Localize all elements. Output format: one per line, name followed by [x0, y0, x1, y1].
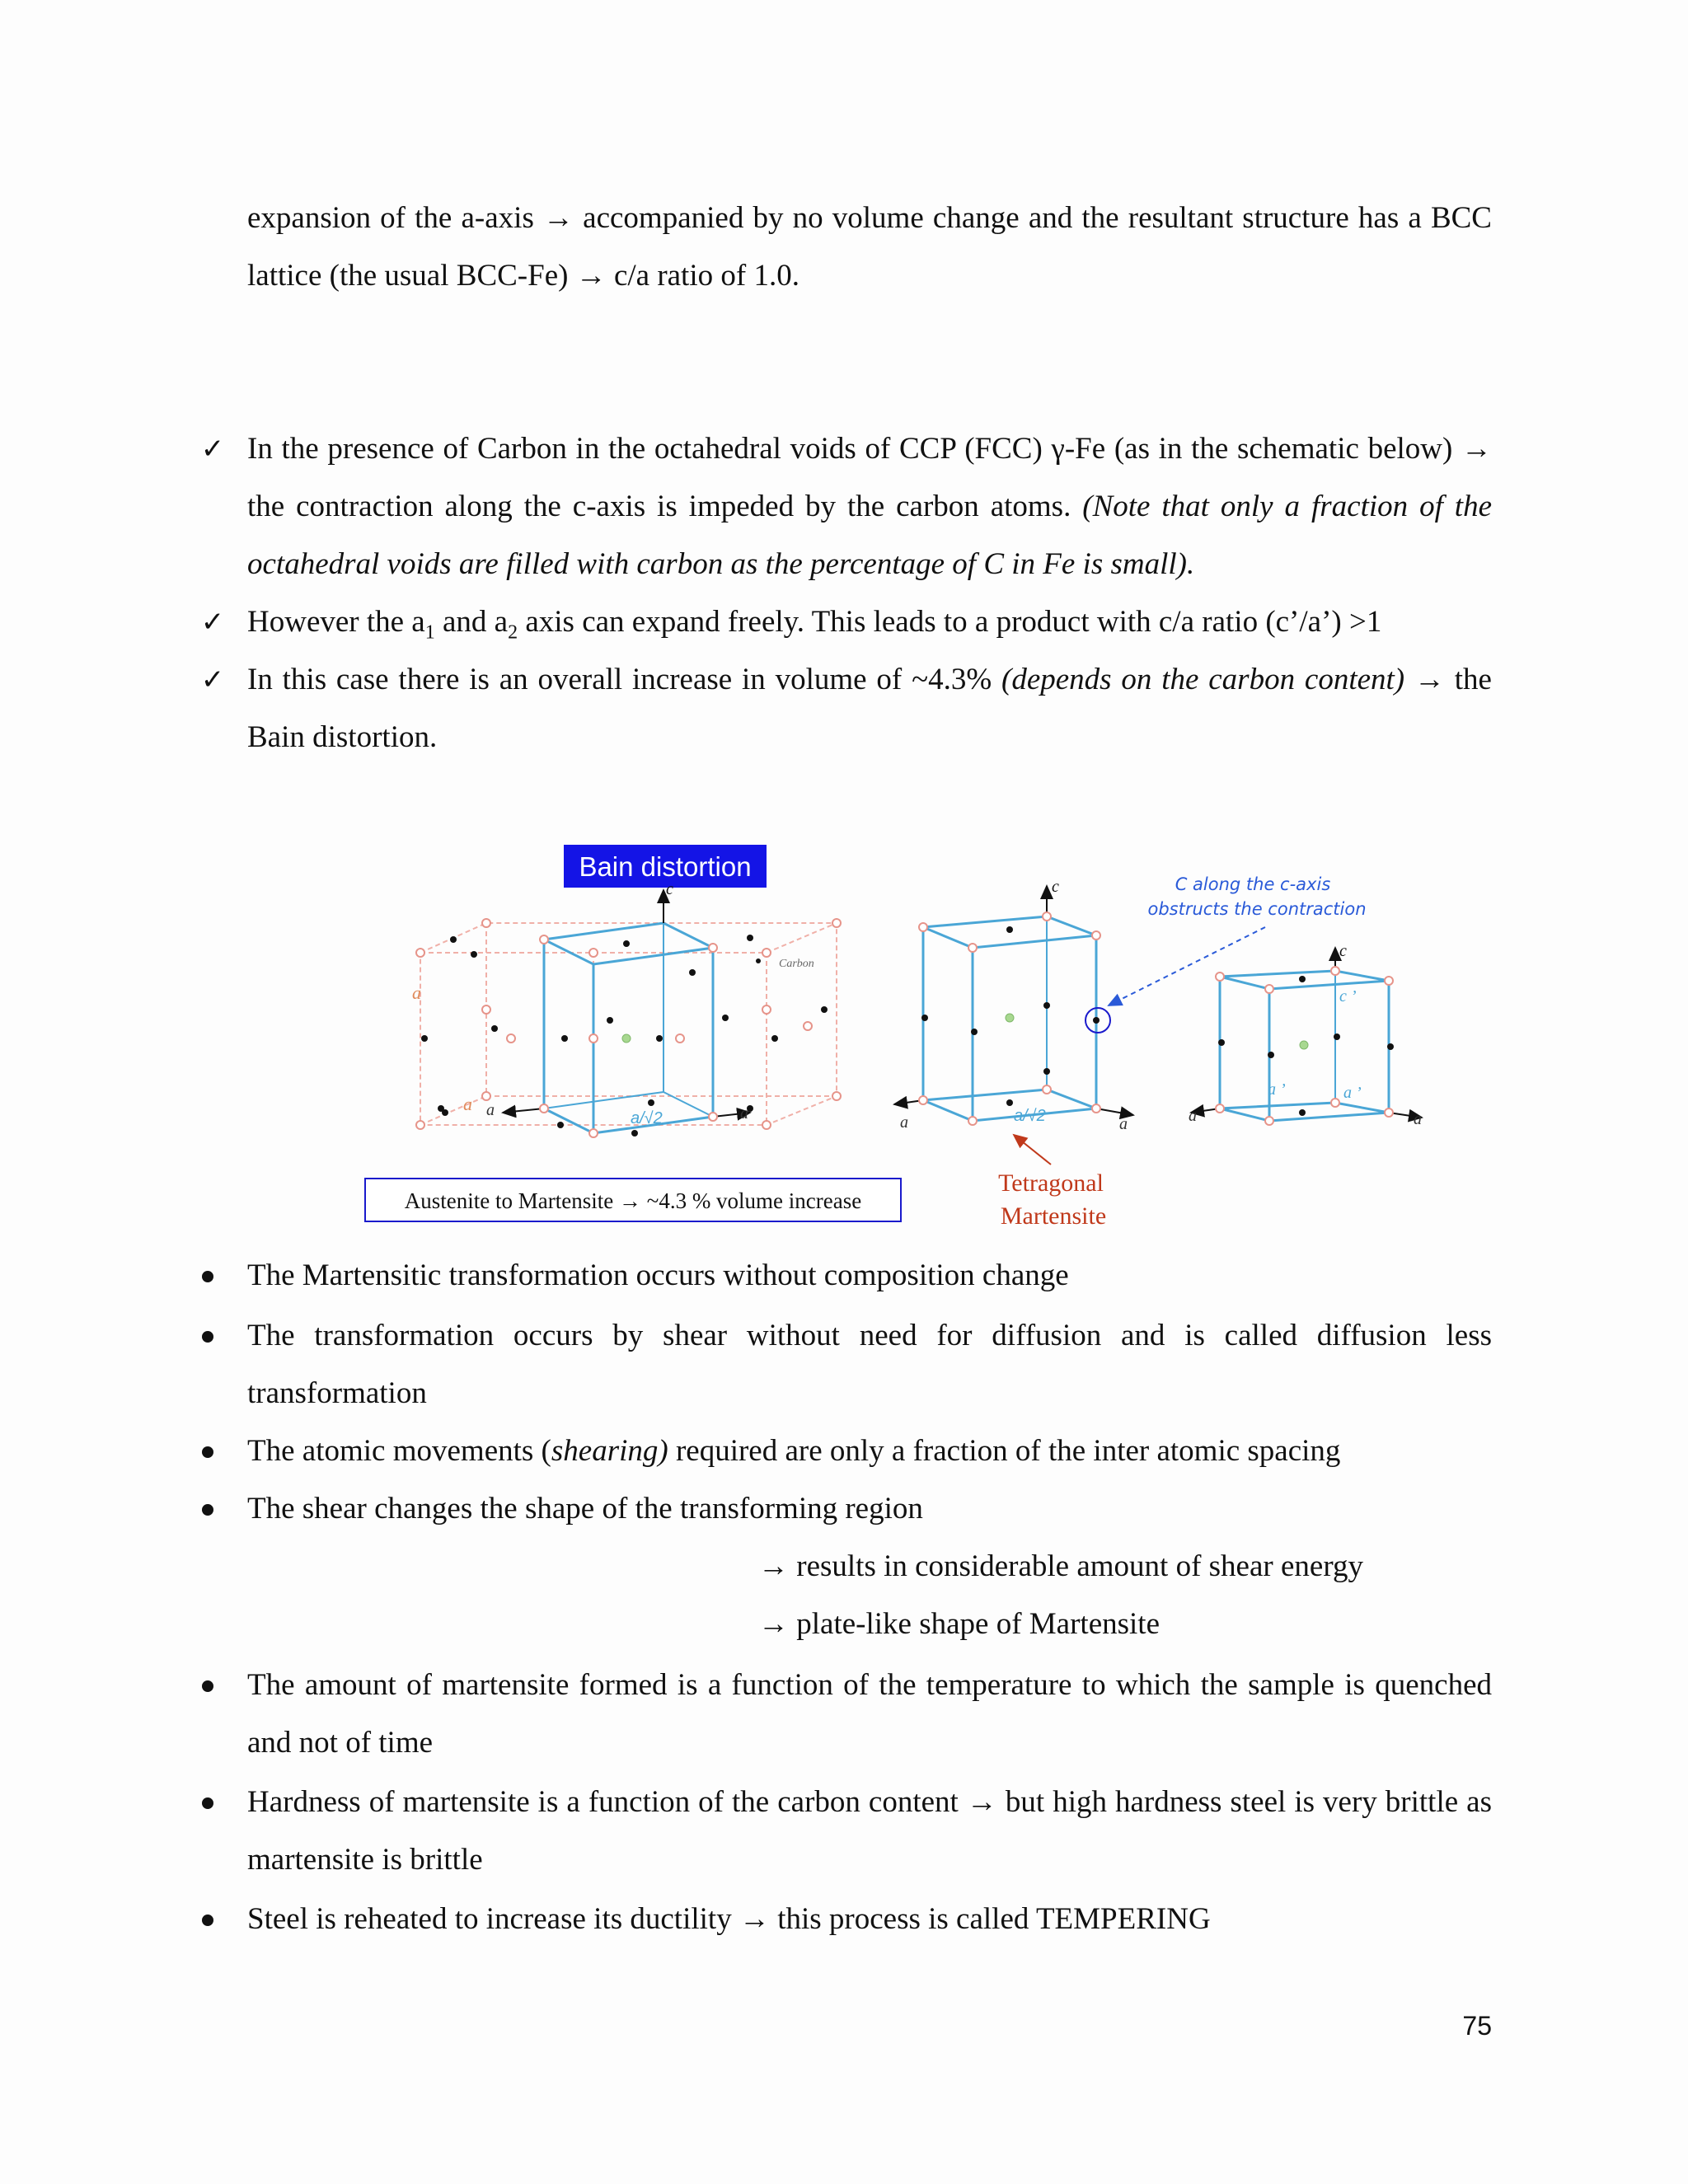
bullet-item: The transformation occurs by shear without need for diffusion and is called diffusion less transformation — [247, 1307, 1492, 1422]
svg-text:a: a — [1189, 1107, 1197, 1125]
page-number: 75 — [1462, 2011, 1492, 2041]
check-item-axis-expand: ✓ However the $a_1$ and $a_2$ axis can expand freely. This leads to a product with c/a ratio (c’/a’) >1 — [247, 593, 1492, 661]
checkmark-icon: ✓ — [200, 433, 225, 466]
annotation-line1: C along the c-axis — [1175, 874, 1331, 894]
shear-result-energy: → results in considerable amount of shear energy — [758, 1549, 1363, 1583]
check-item-volume: ✓ In this case there is an overall increase in volume of ~4.3% (depends on the carbon content) → the Bain distortion. — [247, 651, 1492, 766]
intro-paragraph: expansion of the a-axis → accompanied by no volume change and the resultant structure has a BCC lattice (the usual BCC-Fe) → c/a ratio of 1.0. — [247, 201, 1492, 293]
bullet-icon — [202, 1797, 213, 1809]
svg-text:a/√2: a/√2 — [1014, 1107, 1046, 1125]
fcc-cells — [412, 880, 841, 1137]
check-item-carbon: ✓ In the presence of Carbon in the octahedral voids of CCP (FCC) γ-Fe (as in the schematic below) → the contraction along the c-axis is impeded by the carbon atoms. (Note that only a fraction of the octahedral voids are filled with carbon as the percentage of C in Fe is small). — [247, 420, 1492, 593]
svg-text:a: a — [486, 1101, 495, 1119]
checkmark-icon: ✓ — [200, 606, 225, 639]
annotation-line2: obstructs the contraction — [1147, 899, 1367, 919]
tetragonal-label-line2: Martensite — [1000, 1202, 1107, 1230]
shear-result-shape: → plate-like shape of Martensite — [758, 1607, 1160, 1641]
bullet-item: The shear changes the shape of the transforming region — [247, 1480, 1492, 1538]
svg-text:a ’: a ’ — [1268, 1080, 1286, 1099]
svg-text:a: a — [463, 1094, 472, 1114]
bain-distortion-figure — [363, 841, 1459, 1236]
figure-title: Bain distortion — [579, 851, 752, 882]
tetragonal-cell — [894, 878, 1133, 1133]
bullet-item: Hardness of martensite is a function of the carbon content → but high hardness steel is very brittle as martensite is brittle — [247, 1774, 1492, 1889]
bullet-icon — [202, 1504, 213, 1516]
bain-distortion-diagram — [363, 841, 1459, 1236]
caption-text: Austenite to Martensite → ~4.3 % volume increase — [404, 1188, 862, 1213]
checkmark-icon: ✓ — [200, 663, 225, 696]
svg-text:a: a — [1414, 1110, 1422, 1128]
tetragonal-label-line1: Tetragonal — [998, 1169, 1104, 1197]
svg-text:c: c — [1052, 878, 1059, 896]
bullet-icon — [202, 1915, 213, 1926]
svg-text:c: c — [1339, 942, 1347, 960]
svg-text:c: c — [666, 880, 673, 898]
bullet-item: The amount of martensite formed is a function of the temperature to which the sample is quenched and not of time — [247, 1657, 1492, 1772]
bullet-icon — [202, 1680, 213, 1692]
svg-text:c ’: c ’ — [1339, 987, 1357, 1005]
svg-text:a: a — [900, 1113, 908, 1132]
svg-text:a: a — [412, 982, 421, 1003]
bullet-icon — [202, 1331, 213, 1343]
bullet-item: The atomic movements (shearing) required are only a fraction of the inter atomic spacing — [247, 1422, 1492, 1480]
bct-cell — [1189, 942, 1422, 1128]
svg-text:Carbon: Carbon — [779, 958, 814, 970]
bullet-item: The Martensitic transformation occurs without composition change — [247, 1247, 1492, 1305]
svg-text:a/√2: a/√2 — [631, 1109, 663, 1127]
bullet-icon — [202, 1446, 213, 1458]
svg-text:a ’: a ’ — [1343, 1084, 1362, 1102]
svg-text:a: a — [1119, 1115, 1128, 1133]
svg-text:a: a — [740, 1104, 748, 1122]
bullet-icon — [202, 1271, 213, 1282]
bullet-item: Steel is reheated to increase its ductility → this process is called TEMPERING — [247, 1891, 1492, 1948]
